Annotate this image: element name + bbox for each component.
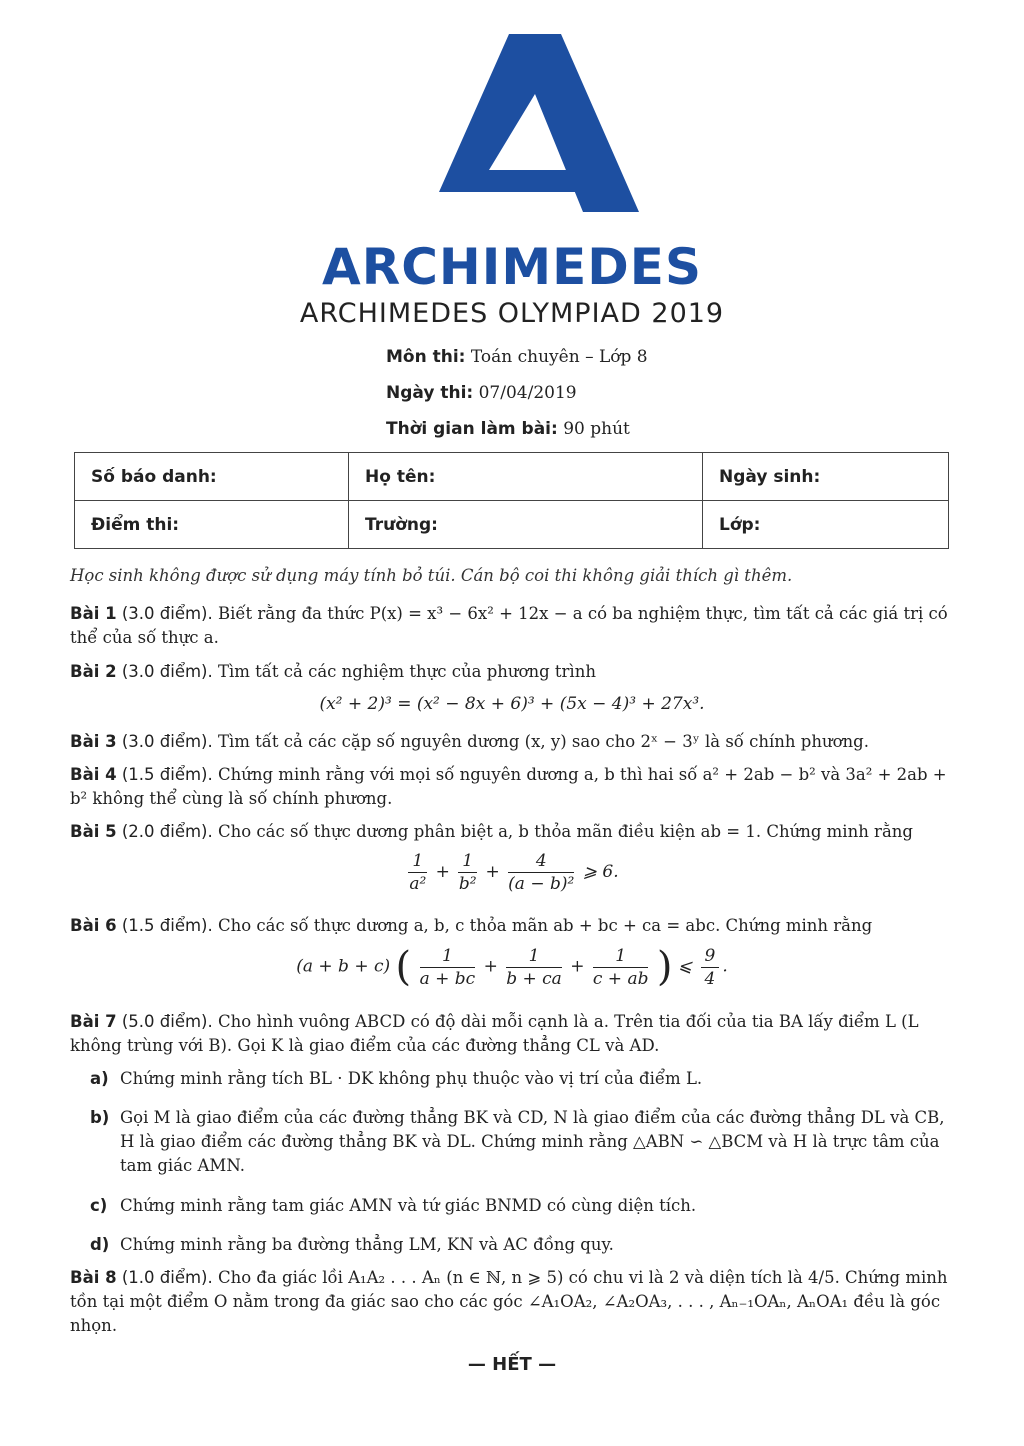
table-row — [75, 453, 949, 501]
fraction: $\frac{1}{\text{b²}}$ — [458, 851, 477, 894]
candidate-info-table — [74, 452, 949, 549]
problem-8: Bài 8 (1.0 điểm). Cho đa giác lồi A₁A₂ . . . Aₙ (n ∈ ℕ, n ⩾ 5) có chu vi là 2 và diện tích là 4/5. Chứng minh tồn tại một điểm O nằm trong đa giác sao cho các góc ∠A₁OA₂, ∠A₂OA₃, . . . , Aₙ₋₁OAₙ, AₙOA₁ đều là góc nhọn. — [70, 1268, 948, 1335]
candidate-number-field[interactable]: Số báo danh: — [75, 453, 349, 501]
problem-4: Bài 4 (1.5 điểm). Chứng minh rằng với mọi số nguyên dương a, b thì hai số a² + 2ab − b² và 3a² + 2ab + b² không thể cùng là số chính phương. — [70, 765, 947, 808]
problem-7: Bài 7 (5.0 điểm). Cho hình vuông ABCD có độ dài mỗi cạnh là a. Trên tia đối của tia BA lấy điểm L (L không trùng với B). Gọi K là giao điểm của các đường thẳng CL và AD. — [70, 1012, 919, 1055]
problem-3: Bài 3 (3.0 điểm). Tìm tất cả các cặp số nguyên dương (x, y) sao cho 2ˣ − 3ʸ là số chính phương. — [70, 732, 869, 751]
fraction: $\frac{1}{\text{a²}}$ — [409, 851, 427, 894]
problem-7-part-c: c) Chứng minh rằng tam giác AMN và tứ giác BNMD có cùng diện tích. — [90, 1196, 697, 1215]
problem-5-inequality: $\frac{1}{\text{a²}}$ + $\frac{1}{\text{b²}}$ + $\frac{4}{\text{(a − b)²}}$ ⩾ 6. — [409, 851, 619, 894]
exam-title: ARCHIMEDES OLYMPIAD 2019 — [299, 298, 725, 329]
problem-5: Bài 5 (2.0 điểm). Cho các số thực dương phân biệt a, b thỏa mãn điều kiện ab = 1. Chứng minh rằng — [70, 822, 913, 841]
end-marker: — HẾT — — [467, 1354, 557, 1375]
exam-duration: Thời gian làm bài: 90 phút — [386, 419, 630, 439]
problem-6: Bài 6 (1.5 điểm). Cho các số thực dương a, b, c thỏa mãn ab + bc + ca = abc. Chứng minh rằng — [70, 916, 873, 935]
problem-7-part-b: b) Gọi M là giao điểm của các đường thẳng BK và CD, N là giao điểm của các đường thẳng DL và CB, H là giao điểm các đường thẳng BK và DL. Chứng minh rằng △ABN ∽ △BCM và H là trực tâm của tam giác AMN. — [90, 1108, 945, 1175]
problem-7-part-a: a) Chứng minh rằng tích BL · DK không phụ thuộc vào vị trí của điểm L. — [90, 1069, 703, 1088]
full-name-field[interactable]: Họ tên: — [349, 453, 703, 501]
problem-2: Bài 2 (3.0 điểm). Tìm tất cả các nghiệm thực của phương trình — [70, 662, 596, 681]
exam-subject: Môn thi: Toán chuyên – Lớp 8 — [386, 347, 648, 367]
exam-date: Ngày thi: 07/04/2019 — [386, 383, 577, 403]
problem-2-equation: (x² + 2)³ = (x² − 8x + 6)³ + (5x − 4)³ + 27x³. — [319, 694, 705, 714]
problem-7-part-d: d) Chứng minh rằng ba đường thẳng LM, KN và AC đồng quy. — [90, 1235, 614, 1254]
birth-date-field[interactable]: Ngày sinh: — [703, 453, 949, 501]
fraction: $\frac{1}{b + ca}$ — [506, 945, 562, 989]
fraction: $\frac{9}{4}$ — [701, 945, 720, 990]
class-field[interactable]: Lớp: — [703, 501, 949, 549]
exam-site-field[interactable]: Điểm thi: — [75, 501, 349, 549]
archimedes-logo — [425, 30, 645, 216]
table-row — [75, 501, 949, 549]
brand-name: ARCHIMEDES — [322, 238, 702, 296]
problem-1: Bài 1 (3.0 điểm). Biết rằng đa thức P(x) = x³ − 6x² + 12x − a có ba nghiệm thực, tìm tất cả các giá trị có thể của số thực a. — [70, 604, 948, 647]
school-field[interactable]: Trường: — [349, 501, 703, 549]
exam-note: Học sinh không được sử dụng máy tính bỏ túi. Cán bộ coi thi không giải thích gì thêm. — [70, 566, 793, 585]
fraction: $\frac{1}{a + bc}$ — [419, 945, 476, 989]
problem-6-inequality: (a + b + c) ( $\frac{1}{a + bc}$ + $\frac{1}{b + ca}$ + $\frac{1}{c + ab}$ ) ⩽ $\frac{9}{4}$ . — [296, 944, 728, 990]
fraction: $\frac{1}{c + ab}$ — [592, 945, 649, 989]
fraction: $\frac{4}{\text{(a − b)²}}$ — [508, 851, 575, 894]
